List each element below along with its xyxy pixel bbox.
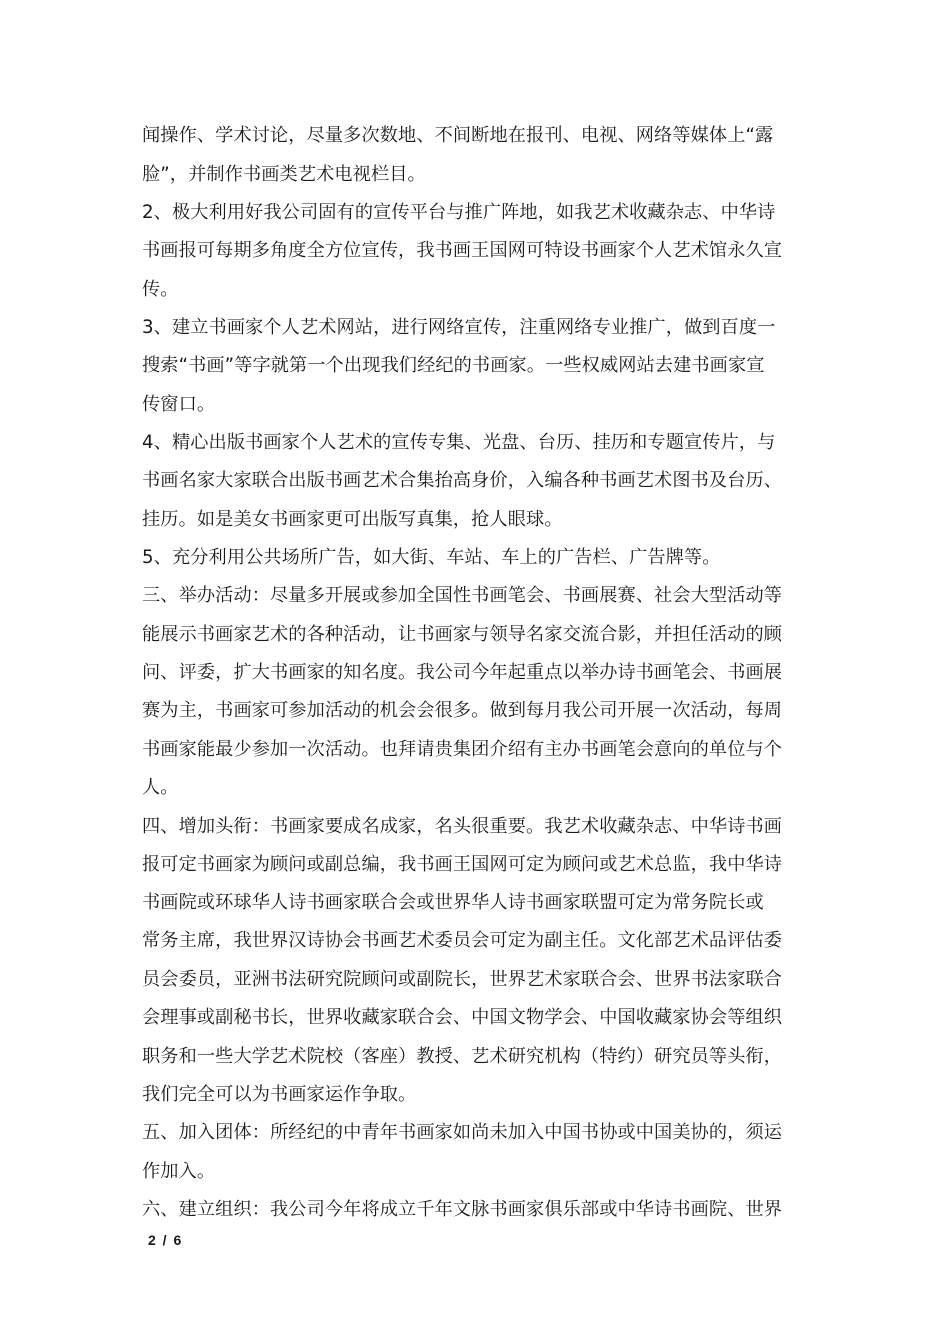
text-line: 书画院或环球华人诗书画家联合会或世界华人诗书画家联盟可定为常务院长或 [142,892,764,913]
text-line: 会理事或副秘书长，世界收藏家联合会、中国文物学会、中国收藏家协会等组织 [142,1007,783,1028]
text-line: 人。 [142,777,179,798]
text-line: 3、建立书画家个人艺术网站，进行网络宣传，注重网络专业推广，做到百度一 [142,317,776,338]
text-line: 脸”，并制作书画类艺术电视栏目。 [142,164,426,185]
text-line: 挂历。如是美女书画家更可出版写真集，抢人眼球。 [142,509,563,530]
text-line: 书画名家大家联合出版书画艺术合集抬高身价，入编各种书画艺术图书及台历、 [142,470,783,491]
text-line: 书画报可每期多角度全方位宣传，我书画王国网可特设书画家个人艺术馆永久宣 [142,240,783,261]
page-number: 2 / 6 [148,1232,182,1248]
text-line: 作加入。 [142,1161,216,1182]
text-line: 5、充分利用公共场所广告，如大街、车站、车上的广告栏、广告牌等。 [142,547,721,568]
text-line: 常务主席，我世界汉诗协会书画艺术委员会可定为副主任。文化部艺术品评估委 [142,930,783,951]
text-line: 六、建立组织：我公司今年将成立千年文脉书画家俱乐部或中华诗书画院、世界 [142,1199,783,1220]
text-line: 书画家能最少参加一次活动。也拜请贵集团介绍有主办书画笔会意向的单位与个 [142,739,783,760]
text-line: 闻操作、学术讨论，尽量多次数地、不间断地在报刊、电视、网络等媒体上“露 [142,125,774,146]
text-line: 我们完全可以为书画家运作争取。 [142,1084,417,1105]
text-line: 问、评委，扩大书画家的知名度。我公司今年起重点以举办诗书画笔会、书画展 [142,662,783,683]
text-line: 五、加入团体：所经纪的中青年书画家如尚未加入中国书协或中国美协的，须运 [142,1122,783,1143]
text-line: 四、增加头衔：书画家要成名成家，名头很重要。我艺术收藏杂志、中华诗书画 [142,816,783,837]
text-line: 4、精心出版书画家个人艺术的宣传专集、光盘、台历、挂历和专题宣传片，与 [142,432,776,453]
text-line: 员会委员，亚洲书法研究院顾问或副院长，世界艺术家联合会、世界书法家联合 [142,969,783,990]
text-line: 职务和一些大学艺术院校（客座）教授、艺术研究机构（特约）研究员等头衔， [142,1046,783,1067]
text-line: 2、极大利用好我公司固有的宣传平台与推广阵地，如我艺术收藏杂志、中华诗 [142,202,776,223]
text-line: 报可定书画家为顾问或副总编，我书画王国网可定为顾问或艺术总监，我中华诗 [142,854,783,875]
text-line: 传。 [142,279,179,300]
text-line: 能展示书画家艺术的各种活动，让书画家与领导名家交流合影，并担任活动的顾 [142,624,783,645]
text-line: 赛为主，书画家可参加活动的机会会很多。做到每月我公司开展一次活动，每周 [142,700,783,721]
text-line: 搜索“书画”等字就第一个出现我们经纪的书画家。一些权威网站去建书画家宣 [142,355,765,376]
text-line: 传窗口。 [142,394,216,415]
text-line: 三、举办活动：尽量多开展或参加全国性书画笔会、书画展赛、社会大型活动等 [142,585,783,606]
